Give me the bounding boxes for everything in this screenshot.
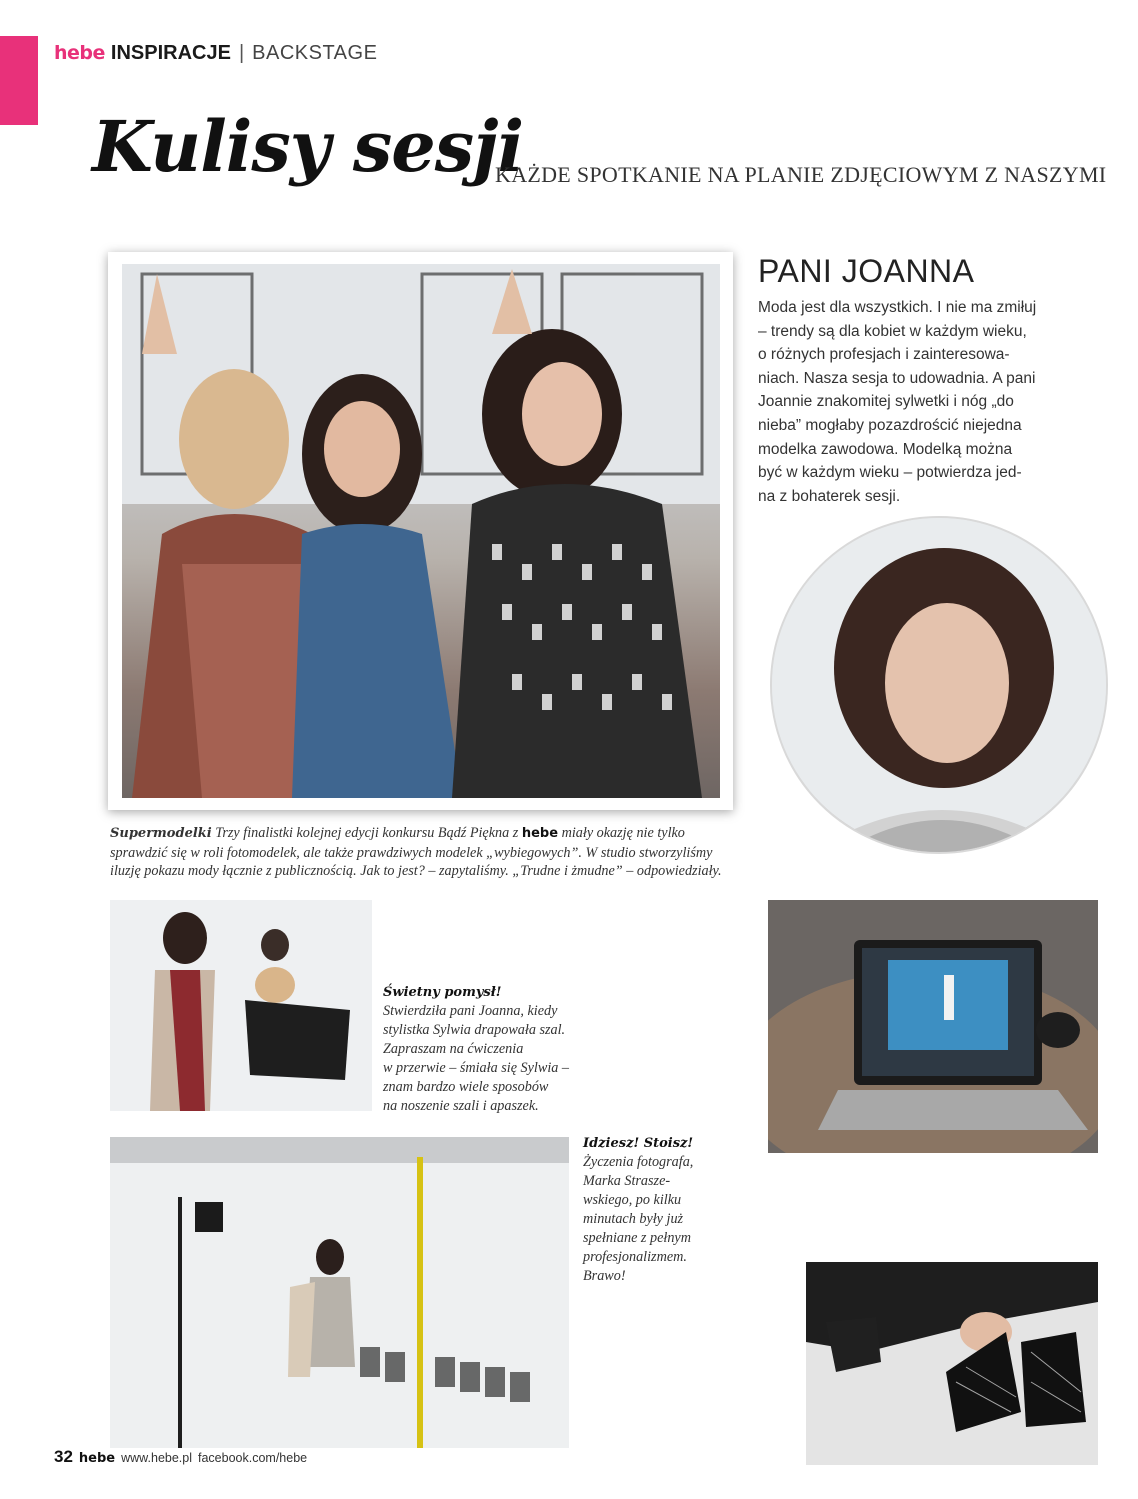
main-photo-illustration	[122, 264, 720, 798]
scarf-photo-illustration	[110, 900, 372, 1111]
caption-brand-logo: hebe	[521, 826, 559, 841]
scarf-caption	[383, 983, 569, 1116]
studio-caption-heading: Idziesz! Stoisz!	[583, 1136, 694, 1151]
scarf-caption-heading: Świetny pomysł!	[383, 985, 502, 1000]
sidebar-line: – trendy są dla kobiet w każdym wieku,	[758, 322, 1027, 340]
caption-text: sprawdzić się w roli fotomodelek, ale także prawdziwych modelek „wybiegowych”. W studio stworzyliśmy	[110, 844, 713, 861]
sidebar-line: niach. Nasza sesja to udowadnia. A pani	[758, 369, 1036, 387]
sidebar-line: modelka zawodowa. Modelką można	[758, 440, 1013, 458]
header-separator: |	[238, 42, 245, 64]
section-color-tab	[0, 36, 38, 125]
shoes-photo	[806, 1262, 1098, 1465]
page-number: 32	[54, 1447, 73, 1466]
shoes-photo-illustration	[806, 1262, 1098, 1465]
sidebar-line: Joannie znakomitej sylwetki i nóg „do	[758, 393, 1014, 411]
sidebar-line: Moda jest dla wszystkich. I nie ma zmiłuj	[758, 299, 1037, 316]
studio-caption-line: profesjonalizmem.	[583, 1249, 687, 1265]
header-brand-logo: hebe	[54, 42, 105, 64]
sidebar-text	[758, 296, 1058, 508]
article-title: Kulisy sesji	[92, 105, 524, 188]
scarf-caption-line: Stwierdziła pani Joanna, kiedy	[383, 1003, 558, 1019]
main-photo	[122, 264, 720, 798]
caption-lead: Supermodelki	[110, 826, 212, 841]
studio-caption-line: spełniane z pełnym	[583, 1230, 691, 1246]
laptop-photo	[768, 900, 1098, 1153]
page-footer	[54, 1447, 307, 1467]
sidebar-line: nieba” mogłaby pozazdrościć niejedna	[758, 416, 1022, 434]
scarf-caption-line: w przerwie – śmiała się Sylwia –	[383, 1060, 570, 1076]
main-photo-frame	[108, 252, 733, 810]
sidebar-line: o różnych profesjach i zainteresowa-	[758, 346, 1010, 364]
caption-text: iluzję pokazu mody łącznie z publicznością. Jak to jest? – zapytaliśmy. „Trudne i żmudne” – odpowiedziały.	[110, 863, 722, 879]
footer-facebook-link[interactable]: facebook.com/hebe	[198, 1451, 308, 1465]
sidebar-line: na z bohaterek sesji.	[758, 487, 901, 505]
studio-photo	[110, 1137, 569, 1448]
scarf-caption-line: znam bardzo wiele sposobów	[383, 1079, 549, 1095]
header-section: INSPIRACJE	[110, 42, 231, 64]
studio-caption-line: minutach były już	[583, 1211, 684, 1227]
caption-text: miały okazję nie tylko	[558, 825, 685, 841]
sidebar-heading: PANI JOANNA	[758, 253, 975, 289]
studio-caption-line: wskiego, po kilku	[583, 1192, 682, 1208]
portrait-illustration	[772, 518, 1106, 852]
section-header	[54, 42, 377, 70]
footer-website-link[interactable]: www.hebe.pl	[121, 1451, 192, 1465]
laptop-photo-illustration	[768, 900, 1098, 1153]
sidebar-line: być w każdym wieku – potwierdza jed-	[758, 464, 1022, 482]
article-tagline: KAŻDE SPOTKANIE NA PLANIE ZDJĘCIOWYM Z NASZYMI	[495, 162, 1107, 187]
scarf-caption-line: Zapraszam na ćwiczenia	[383, 1041, 524, 1057]
portrait-photo	[770, 516, 1108, 854]
caption-text: Trzy finalistki kolejnej edycji konkursu Bądź Piękna z	[211, 825, 522, 841]
studio-caption-line: Brawo!	[583, 1268, 626, 1284]
header-subsection: BACKSTAGE	[252, 42, 378, 64]
studio-caption	[583, 1134, 693, 1286]
studio-caption-line: Marka Strasze-	[583, 1173, 671, 1189]
studio-photo-illustration	[110, 1137, 569, 1448]
main-photo-caption	[110, 824, 750, 881]
scarf-caption-line: na noszenie szali i apaszek.	[383, 1098, 539, 1114]
scarf-caption-line: stylistka Sylwia drapowała szal.	[383, 1022, 566, 1038]
footer-brand-logo: hebe	[78, 1451, 116, 1466]
studio-caption-line: Życzenia fotografa,	[583, 1154, 694, 1170]
scarf-styling-photo	[110, 900, 372, 1111]
